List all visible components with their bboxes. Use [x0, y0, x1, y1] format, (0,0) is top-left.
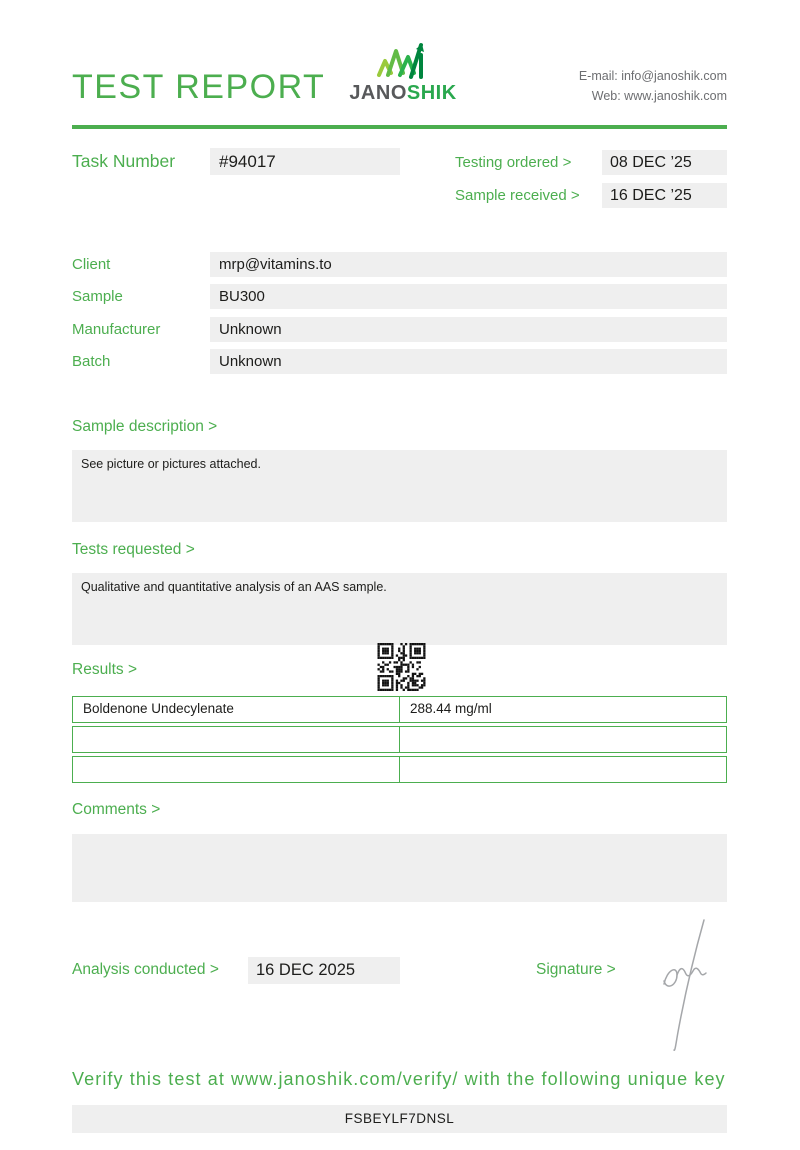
- result-substance: [73, 727, 400, 752]
- result-value: [400, 757, 726, 782]
- page-title: TEST REPORT: [72, 68, 326, 106]
- verify-instruction: Verify this test at www.janoshik.com/verify/ with the following unique key: [72, 1069, 726, 1089]
- result-row-2: [72, 726, 727, 753]
- analysis-conducted-value: 16 DEC 2025: [248, 957, 400, 984]
- verify-key: FSBEYLF7DNSL: [72, 1105, 727, 1133]
- header-divider: [72, 125, 727, 129]
- testing-ordered-value: 08 DEC ’25: [602, 150, 727, 175]
- signature-image: [640, 910, 720, 1060]
- client-label: Client: [72, 256, 111, 273]
- tests-requested-text: Qualitative and quantitative analysis of an AAS sample.: [81, 580, 387, 594]
- sample-description-heading: Sample description >: [72, 418, 218, 435]
- sample-value: BU300: [210, 284, 727, 309]
- sample-description-text: See picture or pictures attached.: [81, 457, 261, 471]
- result-row-1: [72, 696, 727, 723]
- contact-email: E-mail: info@janoshik.com: [578, 69, 727, 83]
- sample-received-value: 16 DEC ’25: [602, 183, 727, 208]
- sample-label: Sample: [72, 288, 123, 305]
- comments-box: [72, 834, 727, 902]
- result-substance: Boldenone Undecylenate: [73, 697, 400, 722]
- batch-value: Unknown: [210, 349, 727, 374]
- task-number-label: Task Number: [72, 151, 176, 171]
- contact-block: [579, 66, 727, 106]
- results-heading: Results >: [72, 661, 138, 678]
- chart-arrows-icon: [376, 42, 430, 80]
- logo-text-jano: JANO: [349, 82, 407, 104]
- result-substance: [73, 757, 400, 782]
- manufacturer-value: Unknown: [210, 317, 727, 342]
- tests-requested-box: [72, 573, 727, 645]
- analysis-conducted-label: Analysis conducted >: [72, 961, 219, 978]
- contact-web: Web: www.janoshik.com: [591, 89, 727, 103]
- result-value: 288.44 mg/ml: [410, 701, 492, 716]
- sample-received-label: Sample received >: [455, 187, 580, 204]
- logo-wordmark: [344, 82, 462, 105]
- batch-label: Batch: [72, 353, 111, 370]
- testing-ordered-label: Testing ordered >: [455, 154, 572, 171]
- result-row-3: [72, 756, 727, 783]
- janoshik-logo: [344, 42, 462, 105]
- result-value: [400, 727, 726, 752]
- task-number-value: #94017: [210, 148, 400, 175]
- sample-description-box: [72, 450, 727, 522]
- manufacturer-label: Manufacturer: [72, 321, 161, 338]
- signature-label: Signature >: [536, 961, 616, 978]
- qr-code: [375, 643, 428, 691]
- client-value: mrp@vitamins.to: [210, 252, 727, 277]
- logo-text-shik: SHIK: [406, 82, 457, 104]
- comments-heading: Comments >: [72, 801, 161, 818]
- tests-requested-heading: Tests requested >: [72, 541, 195, 558]
